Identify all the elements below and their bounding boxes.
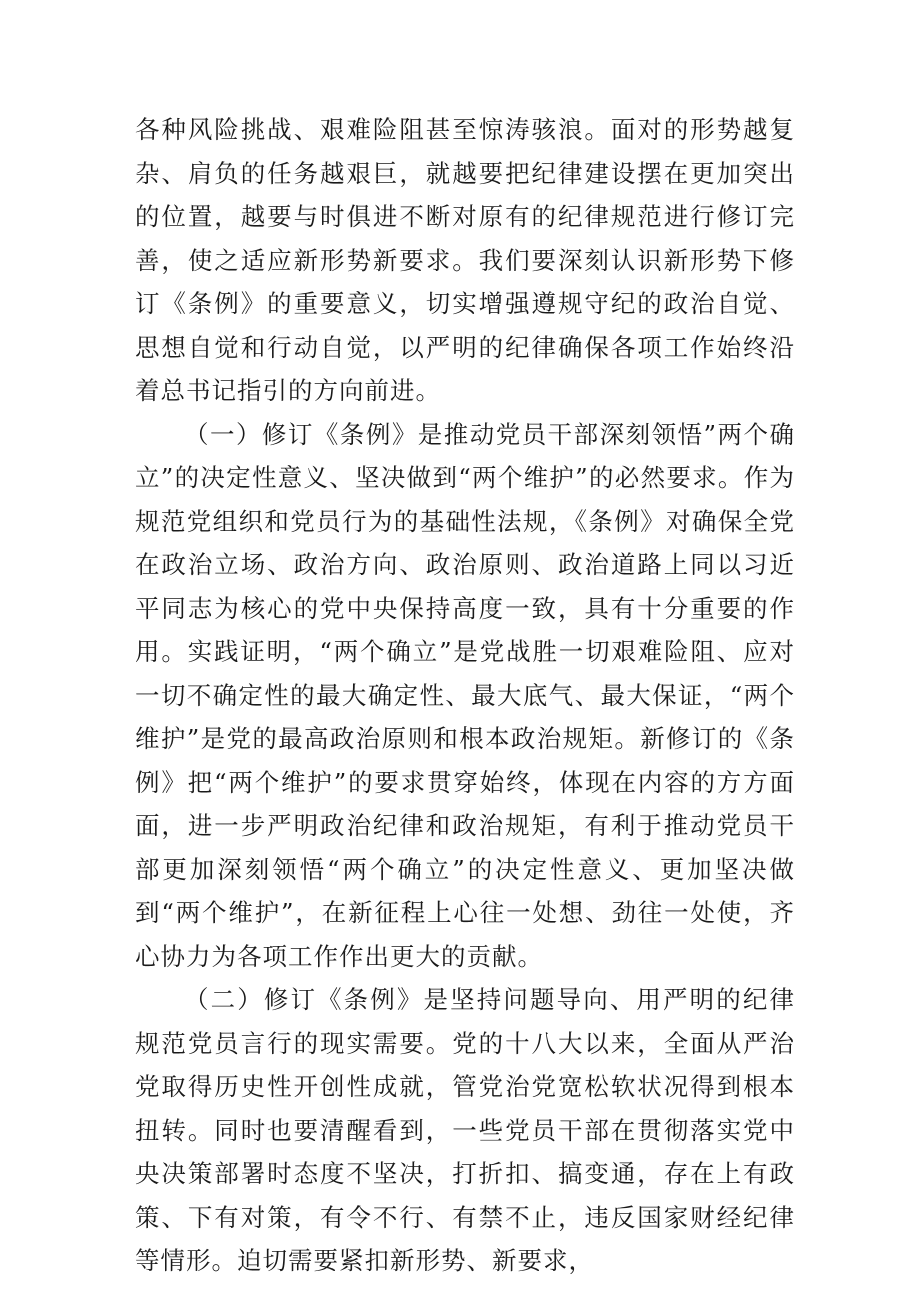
paragraph-section-2: （二）修订《条例》是坚持问题导向、用严明的纪律规范党员言行的现实需要。党的十八大以来，全面从严治党取得历史性开创性成就，管党治党宽松软状况得到根本扭转。同时也要清醒看到，一些党员干部在贯彻落实党中央决策部署时态度不坚决，打折扣、搞变通，存在上有政策、下有对策，有令不行、有禁不止，违反国家财经纪律等情形。迫切需要紧扣新形势、新要求， (135, 985, 795, 1275)
paragraph-intro-continuation: 各种风险挑战、艰难险阻甚至惊涛骇浪。面对的形势越复杂、肩负的任务越艰巨，就越要把纪律建设摆在更加突出的位置，越要与时俱进不断对原有的纪律规范进行修订完善，使之适应新形势新要求。我们要深刻认识新形势下修订《条例》的重要意义，切实增强遵规守纪的政治自觉、思想自觉和行动自觉，以严明的纪律确保各项工作始终沿着总书记指引的方向前进。 (135, 115, 795, 405)
document-body (135, 108, 795, 1283)
paragraph-section-1: （一）修订《条例》是推动党员干部深刻领悟”两个确立”的决定性意义、坚决做到“两个维护”的必然要求。作为规范党组织和党员行为的基础性法规，《条例》对确保全党在政治立场、政治方向、政治原则、政治道路上同以习近平同志为核心的党中央保持高度一致，具有十分重要的作用。实践证明，“两个确立”是党战胜一切艰难险阻、应对一切不确定性的最大确定性、最大底气、最大保证，“两个维护”是党的最高政治原则和根本政治规矩。新修订的《条例》把“两个维护”的要求贯穿始终，体现在内容的方方面面，进一步严明政治纪律和政治规矩，有利于推动党员干部更加深刻领悟“两个确立”的决定性意义、更加坚决做到“两个维护”，在新征程上心往一处想、劲往一处使，齐心协力为各项工作作出更大的贡献。 (135, 419, 795, 971)
